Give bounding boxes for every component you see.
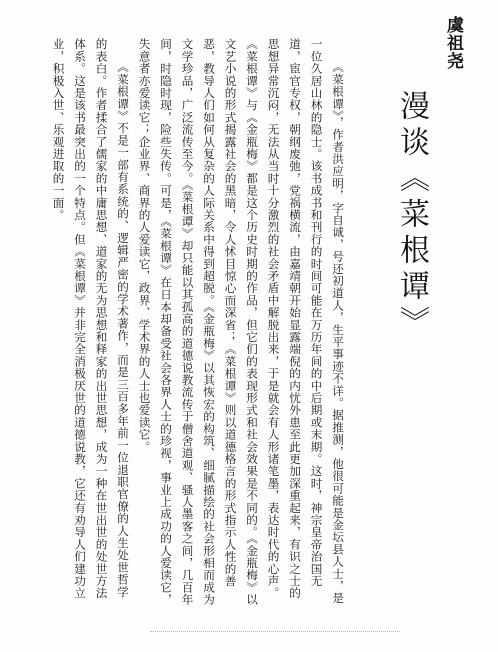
paragraph-1: 《菜根谭》，作者洪应明，字自诚，号还初道人，生平事迹不详。据推测，他很可能是金坛县人士，是一位久居山林的隐士。该书成书和刊行的时间可能在万历年间的中后期或末期。这时，神宗皇帝治国无道，宦官专权，朝纲废弛，党祸横流，由嘉靖朝开始显露端倪的内忧外患至此更加深重起来，有识之士的思想异常沉闷，无法从当时十分激烈的社会矛盾中解脱出来，于是就会有人形诸笔墨，表达时代的心声。《菜根谭》与《金瓶梅》都是这个历史时期的作品，但它们的表现形式和社会效果是不同的。《金瓶梅》以文艺小说的形式揭露社会的黑暗，令人怵目惊心而深省；《菜根谭》则以道德格言的形式指示人性的善恶，教导人们如何从复杂的人际关系中得到超脱。《金瓶梅》以其恢宏的构筑、细腻描绘的社会形相而成为文学珍品，广泛流传至今。《菜根谭》却只能以其孤高的道德说教流传于僧舍道观、骚人墨客之间，几百年间，时隐时现，险些失传。可是，《菜根谭》在日本却备受社会各界人士的珍视，事业上成功的人爱读它，失意者亦爱读它；企业界、商界的人爱读它，政界、学术界的人士也爱读它。 [137,38,345,606]
author-name: 虞祖尧 [443,16,463,70]
article-body [40,38,348,608]
scan-edge-marks [150,631,400,640]
article-title: 漫谈《菜根谭》 [394,90,429,342]
paragraph-2: 《菜根谭》不是一部有系统的、逻辑严密的学术著作，而是三百多年前一位退职官僚的人生处世哲学的表白。作者揉合了儒家的中庸思想、道家的无为思想和释家的出世思想，成为一种在世出世的处世方法体系。这是该书最突出的一个特点。但《菜根谭》并非完全消极厌世的道德说教，它还有劝导人们建功立业，积极入世、乐观进取的一面。 [51,38,130,600]
